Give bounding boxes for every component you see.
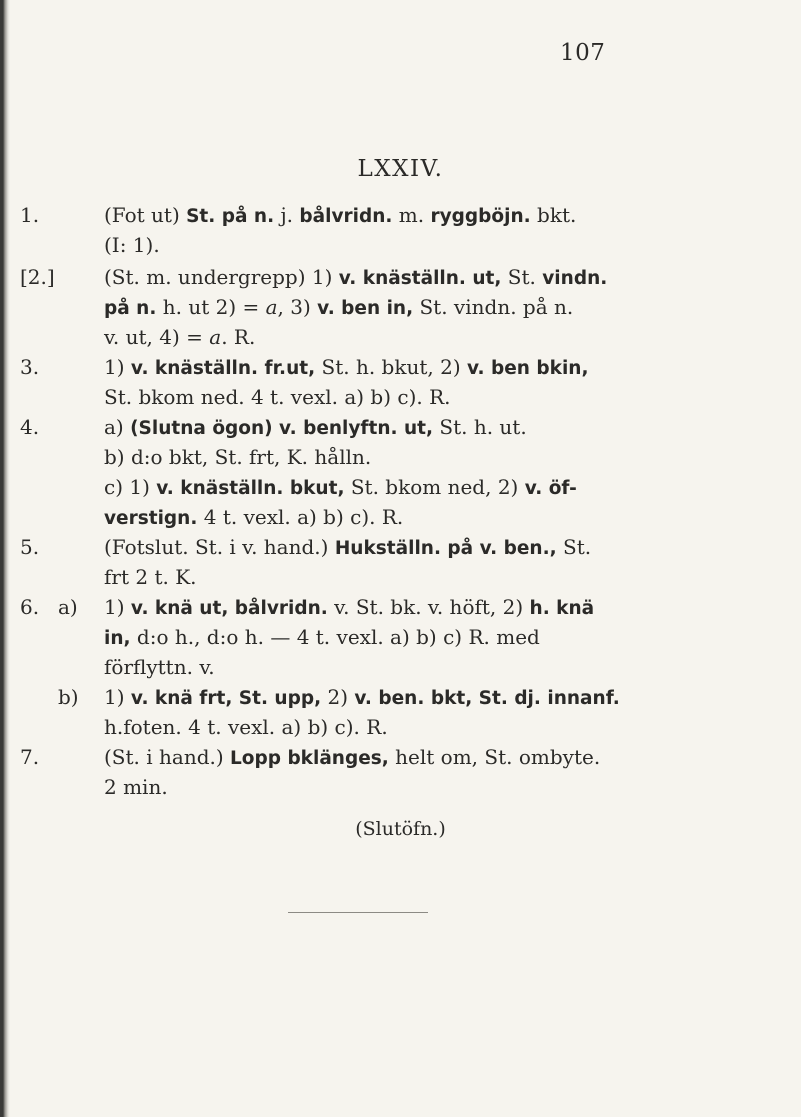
spaced-bold-term: bålvridn. [299, 206, 393, 227]
spaced-bold-term: in, [104, 628, 131, 649]
exercise-text-line: på n. h. ut 2) = a, 3) v. ben in, St. vindn. på n. [104, 295, 574, 319]
exercise-text-line: (St. i hand.) Lopp bklänges, helt om, St. ombyte. [104, 745, 601, 769]
exercise-number: 3. [20, 355, 40, 379]
spaced-bold-term: (Slutna ögon) v. benlyftn. ut, [130, 418, 434, 439]
italic-variable: a [209, 325, 222, 349]
exercise-entry [0, 352, 801, 412]
closing-note: (Slutöfn.) [355, 818, 446, 840]
exercise-text-line: frt 2 t. K. [104, 565, 197, 589]
spaced-bold-term: v. knäställn. ut, [338, 268, 502, 289]
exercise-sub-label: b) [58, 685, 79, 709]
exercise-number: 4. [20, 415, 40, 439]
italic-variable: a [265, 295, 278, 319]
exercise-entry [0, 742, 801, 802]
exercise-sub-label: a) [58, 595, 78, 619]
exercise-text-line: h.foten. 4 t. vexl. a) b) c). R. [104, 715, 388, 739]
section-heading: LXXIV. [357, 156, 444, 182]
spaced-bold-term: v. knä frt, St. upp, [130, 688, 322, 709]
spaced-bold-term: ryggböjn. [430, 206, 531, 227]
exercise-text-line: (St. m. undergrepp) 1) v. knäställn. ut, St. vindn. [104, 265, 608, 289]
spaced-bold-term: v. knäställn. fr.ut, [130, 358, 316, 379]
exercise-text-line: 1) v. knä frt, St. upp, 2) v. ben. bkt, St. dj. innanf. [104, 685, 620, 709]
spaced-bold-term: St. på n. [186, 206, 275, 227]
exercise-number: 5. [20, 535, 40, 559]
exercise-text-line: a) (Slutna ögon) v. benlyftn. ut, St. h. ut. [104, 415, 527, 439]
spaced-bold-term: v. ben in, [317, 298, 414, 319]
exercise-entry [0, 262, 801, 352]
exercise-text-line: 2 min. [104, 775, 168, 799]
spaced-bold-term: v. knäställn. bkut, [156, 478, 345, 499]
exercise-text-line: 1) v. knäställn. fr.ut, St. h. bkut, 2) v. ben bkin, [104, 355, 589, 379]
exercise-text-line: 1) v. knä ut, bålvridn. v. St. bk. v. höft, 2) h. knä [104, 595, 595, 619]
exercise-number: 6. [20, 595, 40, 619]
exercise-number: [2.] [20, 265, 55, 289]
exercise-number: 7. [20, 745, 40, 769]
spaced-bold-term: v. knä ut, bålvridn. [130, 598, 328, 619]
end-rule [288, 912, 428, 913]
exercise-text-line: (Fotslut. St. i v. hand.) Hukställn. på v. ben., St. [104, 535, 592, 559]
page-number: 107 [560, 40, 606, 66]
spaced-bold-term: Hukställn. på v. ben., [334, 538, 557, 559]
exercise-text-line: (I: 1). [104, 233, 160, 257]
spaced-bold-term: v. ben bkin, [467, 358, 589, 379]
exercise-text-line: c) 1) v. knäställn. bkut, St. bkom ned, 2) v. öf- [104, 475, 577, 499]
exercise-entry [0, 200, 801, 260]
spaced-bold-term: v. ben. bkt, St. dj. innanf. [354, 688, 620, 709]
exercise-entry [0, 412, 801, 532]
exercise-text-line: b) d:o bkt, St. frt, K. hålln. [104, 445, 372, 469]
spaced-bold-term: verstign. [104, 508, 198, 529]
exercise-entry [0, 682, 801, 742]
exercise-text-line: in, d:o h., d:o h. — 4 t. vexl. a) b) c) R. med [104, 625, 540, 649]
spaced-bold-term: v. öf- [524, 478, 577, 499]
spaced-bold-term: h. knä [529, 598, 595, 619]
exercise-text-line: förflyttn. v. [104, 655, 215, 679]
exercise-text-line: verstign. 4 t. vexl. a) b) c). R. [104, 505, 404, 529]
exercise-number: 1. [20, 203, 40, 227]
exercise-text-line: St. bkom ned. 4 t. vexl. a) b) c). R. [104, 385, 451, 409]
spaced-bold-term: Lopp bklänges, [230, 748, 389, 769]
exercise-entry [0, 592, 801, 682]
exercise-text-line: v. ut, 4) = a. R. [104, 325, 256, 349]
spaced-bold-term: på n. [104, 298, 157, 319]
exercise-text-line: (Fot ut) St. på n. j. bålvridn. m. ryggböjn. bkt. [104, 203, 577, 227]
spaced-bold-term: vindn. [542, 268, 608, 289]
exercise-entry [0, 532, 801, 592]
